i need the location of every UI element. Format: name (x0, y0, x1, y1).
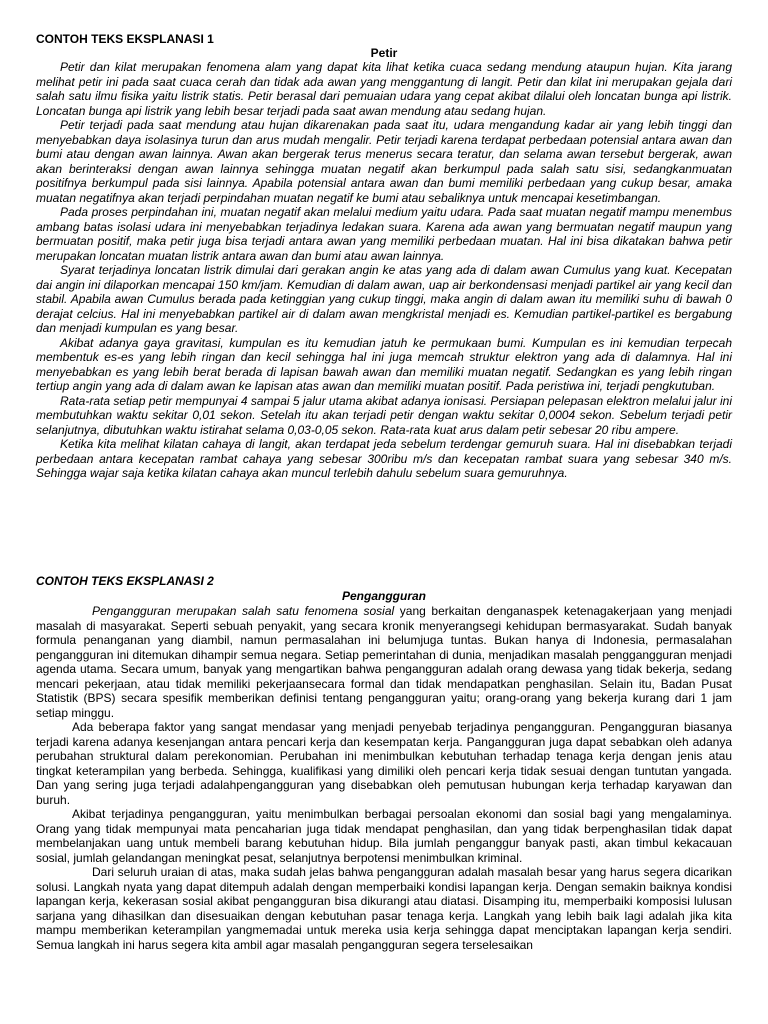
section2-body (36, 604, 732, 952)
section2-p1-rest: yang berkaitan denganaspek ketenagakerjaan yang menjadi masalah di masyarakat. Seperti sebuah penyakit, yang secara kronik menyerangsegi kehidupan bermasyarakat. Sudah banyak formula penanganan yang diambil, namun permasalahan ini belumjuga tuntas. Bukan hanya di Indonesia, permasalahan pengangguran ini ditemukan dihampir semua negara. Setiap pemerintahan di dunia, menjadikan masalah penggangguran menjadi agenda utama. Secara umum, banyak yang mengartikan bahwa pengangguran adalah orang dewasa yang tidak bekerja, sedang mencari pekerjaan, atau tidak memiliki pekerjaansecara formal dan tidak mendapatkan penghasilan. Selain itu, Badan Pusat Statistik (BPS) secara spesifik memberikan definisi tentang pengangguran yaitu; orang-orang yang bekerja kurang dari 1 jam setiap minggu. (36, 604, 732, 720)
section1-paragraph: Syarat terjadinya loncatan listrik dimulai dari gerakan angin ke atas yang ada di dalam awan Cumulus yang kuat. Kecepatan dai angin ini dilaporkan mencapai 150 km/jam. Kemudian di dalam awan, uap air berkondensasi menjadi partikel air yang kecil dan stabil. Apabila awan Cumulus berada pada ketinggian yang cukup tinggi, maka angin di dalam awan itu memiliki suhu di bawah 0 derajat celcius. Hal ini menyebabkan partikel air di dalam awan mengkristal menjadi es. Kemudian partikel-partikel es bergabung dan menjadi kumpulan es yang besar. (36, 263, 732, 335)
section1-paragraph: Petir terjadi pada saat mendung atau hujan dikarenakan pada saat itu, udara mengandung kadar air yang lebih tinggi dan menyebabkan daya isolasinya turun dan arus mudah mengalir. Petir terjadi karena terdapat perbedaan potensial antara awan dan bumi atau dengan awan lainnya. Awan akan bergerak terus menerus secara teratur, dan selama awan tersebut bergerak, awan akan berinteraksi dengan awan lainnya sehingga muatan negatif akan berkumpul pada salah satu sisi, sedangkanmuatan positifnya berkumpul pada sisi lainnya. Apabila potensial antara awan dan bumi memiliki perbedaan yang cukup besar, amaka muatan negatifnya akan terjadi perpindahan muatan negatif ke bumi atau sebaliknya untuk mencapai kesetimbangan. (36, 118, 732, 205)
section1-paragraph: Akibat adanya gaya gravitasi, kumpulan es itu kemudian jatuh ke permukaan bumi. Kumpulan es ini kemudian terpecah membentuk es-es yang lebih ringan dan kecil sehingga hal ini juga memcah struktur elektron yang ada di dalamnya. Hal ini menyebabkan es yang lebih berat berada di lapisan bawah awan dan memiliki muatan negatif. Sedangkan es yang lebih ringan tertiup angin yang ada di dalam awan ke lapisan atas awan dan memiliki muatan positif. Pada peristiwa ini, terjadi pengkutuban. (36, 335, 732, 393)
section2-p1-italic: Pengangguran merupakan salah satu fenomena sosial (92, 604, 395, 618)
section2-paragraph-1 (36, 604, 732, 720)
section1-paragraph: Pada proses perpindahan ini, muatan negatif akan melalui medium yaitu udara. Pada saat muatan negatif mampu menembus ambang batas isolasi udara ini menyebabkan terjadinya ledakan suara. Karena ada awan yang bermuatan negatif maupun yang bermuatan positif, maka petir juga bisa terjadi antara awan yang memiliki perbedaan muatan. Hal ini bisa dikatakan bahwa petir merupakan loncatan muatan listrik antara awan dan bumi atau awan lainnya. (36, 205, 732, 263)
section2-title: Pengangguran (341, 589, 426, 603)
section2-paragraph-4: Dari seluruh uraian di atas, maka sudah jelas bahwa pengangguran adalah masalah besar yang harus segera dicarikan solusi. Langkah nyata yang dapat ditempuh adalah dengan memperbaiki kondisi lapangan kerja. Dengan semakin baiknya kondisi lapangan kerja, kekerasan sosial akibat pengangguran bisa dikurangi atau diatasi. Disamping itu, memperbaiki komposisi lulusan sarjana yang dihasilkan dan disesuaikan dengan kebutuhan pasar tenaga kerja. Langkah yang lebih baik lagi adalah jika kita mampu memberikan keterampilan yangmemadai untuk mereka usia kerja sehingga dapat menciptakan lapangan kerja sendiri. Semua langkah ini harus segera kita ambil agar masalah pengangguran segera terselesaikan (36, 865, 732, 952)
section1-body (36, 60, 732, 481)
section1-title: Petir (370, 46, 398, 60)
section1-heading: CONTOH TEKS EKSPLANASI 1 (36, 32, 214, 46)
section2-paragraph-2: Ada beberapa faktor yang sangat mendasar yang menjadi penyebab terjadinya pengangguran. Pengangguran biasanya terjadi karena adanya kesenjangan antara pencari kerja dan kesempatan kerja. Pangangguran juga dapat sebabkan oleh adanya perubahan struktural dalam perekonomian. Perubahan ini menimbulkan kebutuhan terhadap tenaga kerja dengan jenis atau tingkat keterampilan yang berbeda. Sehingga, kualifikasi yang dimiliki oleh pencari kerja tidak sesuai dengan tuntutan yangada. Dan yang sering juga terjadi adalahpengangguran yang disebabkan oleh pemutusan hubungan kerja terhadap karyawan dan buruh. (36, 720, 732, 807)
section2-paragraph-3: Akibat terjadinya pengangguran, yaitu menimbulkan berbagai persoalan ekonomi dan sosial bagi yang mengalaminya. Orang yang tidak mempunyai mata pencaharian juga tidak mendapat penghasilan, dan yang tidak berpenghasilan tidak dapat membelanjakan uang untuk membeli barang kebutuhan hidup. Bila jumlah penganggur banyak pasti, akan timbul kekacauan sosial, jumlah gelandangan meningkat pesat, selanjutnya berpotensi menimbulkan kriminal. (36, 807, 732, 865)
section1-paragraph: Petir dan kilat merupakan fenomena alam yang dapat kita lihat ketika cuaca sedang mendung ataupun hujan. Kita jarang melihat petir ini pada saat cuaca cerah dan tidak ada awan yang menggantung di langit. Petir dan kilat ini merupakan gejala dari salah satu ilmu fisika yaitu listrik statis. Petir berasal dari pemuaian udara yang cepat akibat dilalui oleh loncatan bunga api listrik. Loncatan bunga api listrik yang lebih besar terjadi pada saat awan mendung atau sedang hujan. (36, 60, 732, 118)
section2-heading: CONTOH TEKS EKSPLANASI 2 (36, 574, 214, 588)
section1-paragraph: Rata-rata setiap petir mempunyai 4 sampai 5 jalur utama akibat adanya ionisasi. Persiapan pelepasan elektron melalui jalur ini membutuhkan waktu sekitar 0,01 sekon. Setelah itu akan terjadi petir dengan waktu sekitar 0,0004 sekon. Sebelum terjadi petir selanjutnya, dibutuhkan waktu istirahat selama 0,03-0,05 sekon. Rata-rata kuat arus dalam petir sebesar 20 ribu ampere. (36, 393, 732, 437)
section1-paragraph: Ketika kita melihat kilatan cahaya di langit, akan terdapat jeda sebelum terdengar gemuruh suara. Hal ini disebabkan terjadi perbedaan antara kecepatan rambat cahaya yang sebesar 300ribu m/s dan kecepatan rambat suara yang sebesar 340 m/s. Sehingga wajar saja ketika kilatan cahaya akan muncul terlebih dahulu sebelum suara gemuruhnya. (36, 437, 732, 480)
